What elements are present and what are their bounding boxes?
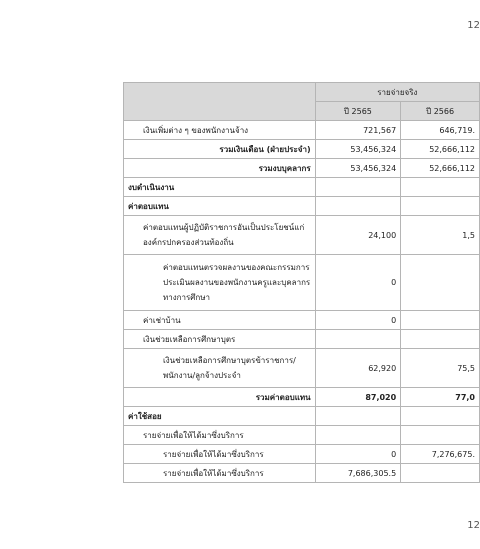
header-actual-expense: รายจ่ายจริง [315, 83, 479, 102]
value-2565: 721,567 [315, 121, 401, 140]
value-2565: 24,100 [315, 216, 401, 255]
value-2566 [401, 407, 480, 426]
value-2566 [401, 426, 480, 445]
table-row [124, 426, 480, 445]
value-2566: 1,5 [401, 216, 480, 255]
value-2566: 52,666,112 [401, 159, 480, 178]
value-2565 [315, 178, 401, 197]
row-label: รวมค่าตอบแทน [124, 388, 316, 407]
value-2565: 0 [315, 445, 401, 464]
page-number-top: 12 [467, 20, 480, 31]
table-row [124, 255, 480, 311]
table-row [124, 407, 480, 426]
table-row [124, 159, 480, 178]
value-2566 [401, 311, 480, 330]
table-row [124, 197, 480, 216]
row-label: ค่าเช่าบ้าน [124, 311, 316, 330]
budget-table [123, 82, 480, 483]
value-2565: 53,456,324 [315, 159, 401, 178]
value-2566 [401, 255, 480, 311]
value-2565: 7,686,305.5 [315, 464, 401, 483]
table-row [124, 464, 480, 483]
row-label: ค่าตอบแทนตรวจผลงานของคณะกรรมการประเมินผลงานของพนักงานครูและบุคลากรทางการศึกษา [124, 255, 316, 311]
row-label: งบดำเนินงาน [124, 178, 316, 197]
value-2565 [315, 426, 401, 445]
row-label: รายจ่ายเพื่อให้ได้มาซึ่งบริการ [124, 445, 316, 464]
row-label: รวมงบบุคลากร [124, 159, 316, 178]
row-label: รายจ่ายเพื่อให้ได้มาซึ่งบริการ [124, 464, 316, 483]
value-2566: 75,5 [401, 349, 480, 388]
row-label: ค่าตอบแทน [124, 197, 316, 216]
table-row [124, 388, 480, 407]
row-label: ค่าตอบแทนผู้ปฏิบัติราชการอันเป็นประโยชน์แก่องค์กรปกครองส่วนท้องถิ่น [124, 216, 316, 255]
table-row [124, 121, 480, 140]
value-2565 [315, 407, 401, 426]
header-year-2565: ปี 2565 [315, 102, 401, 121]
page-number-bottom: 12 [467, 520, 480, 531]
table-header-row [124, 83, 480, 102]
value-2566: 7,276,675. [401, 445, 480, 464]
value-2565: 53,456,324 [315, 140, 401, 159]
table-row [124, 140, 480, 159]
value-2566: 646,719. [401, 121, 480, 140]
row-label: ค่าใช้สอย [124, 407, 316, 426]
row-label: เงินช่วยเหลือการศึกษาบุตรข้าราชการ/พนักงาน/ลูกจ้างประจำ [124, 349, 316, 388]
table-row [124, 330, 480, 349]
value-2566 [401, 197, 480, 216]
row-label: เงินช่วยเหลือการศึกษาบุตร [124, 330, 316, 349]
value-2565: 62,920 [315, 349, 401, 388]
value-2565: 0 [315, 311, 401, 330]
table-row [124, 311, 480, 330]
value-2565 [315, 197, 401, 216]
value-2565 [315, 330, 401, 349]
value-2565: 87,020 [315, 388, 401, 407]
table-row [124, 445, 480, 464]
table-row [124, 349, 480, 388]
table-row [124, 216, 480, 255]
table-row [124, 178, 480, 197]
row-label: รายจ่ายเพื่อให้ได้มาซึ่งบริการ [124, 426, 316, 445]
value-2566 [401, 464, 480, 483]
value-2565: 0 [315, 255, 401, 311]
header-year-2566: ปี 2566 [401, 102, 480, 121]
row-label: รวมเงินเดือน (ฝ่ายประจำ) [124, 140, 316, 159]
value-2566: 77,0 [401, 388, 480, 407]
value-2566 [401, 178, 480, 197]
row-label: เงินเพิ่มต่าง ๆ ของพนักงานจ้าง [124, 121, 316, 140]
header-blank-cell [124, 83, 316, 121]
value-2566 [401, 330, 480, 349]
value-2566: 52,666,112 [401, 140, 480, 159]
